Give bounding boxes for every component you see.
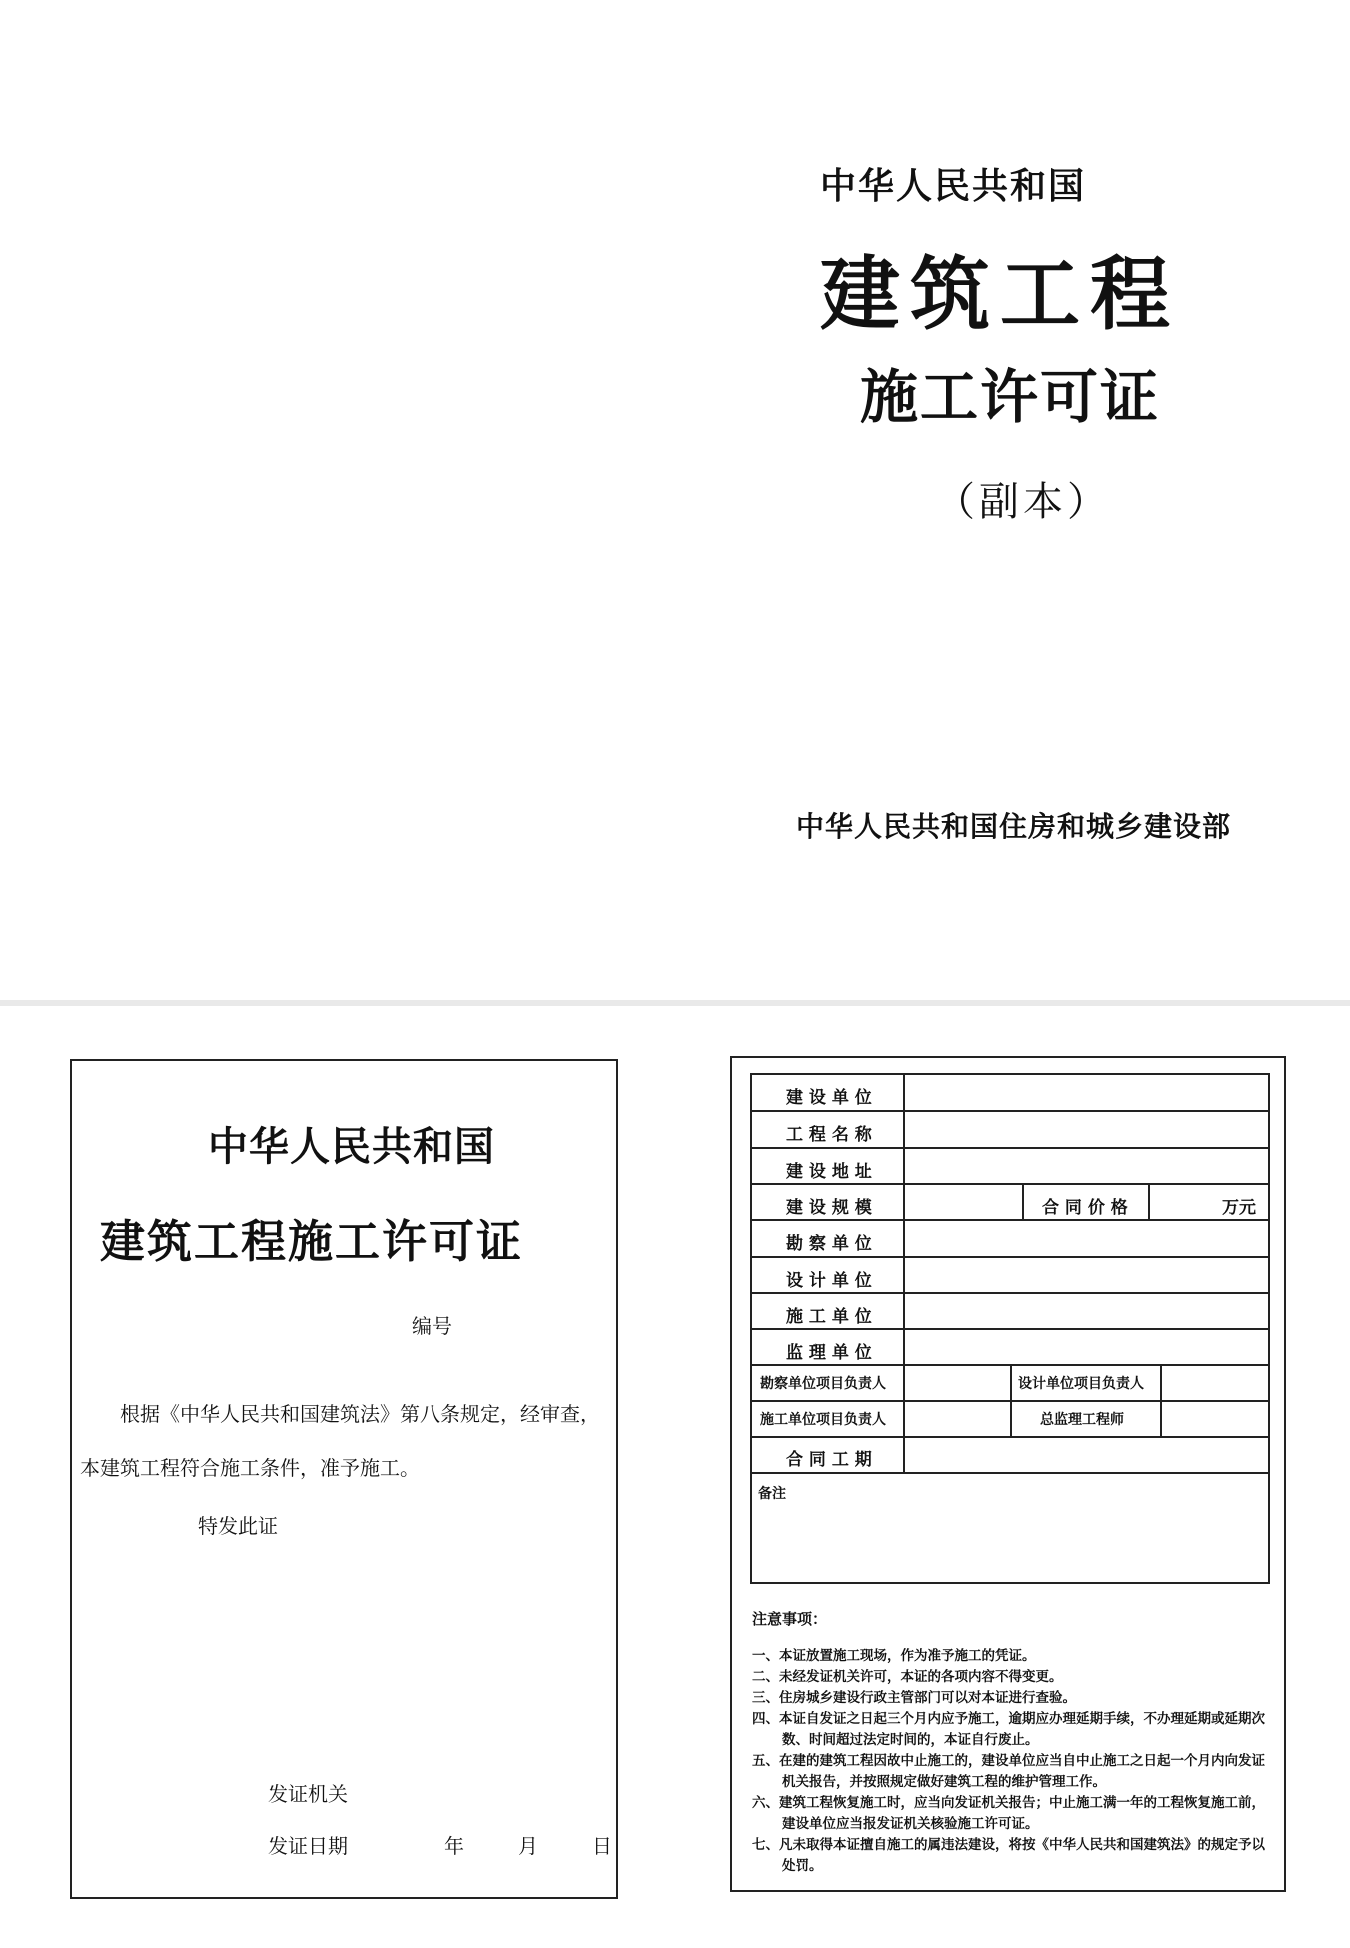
certificate-body-line1: 根据《中华人民共和国建筑法》第八条规定，经审查， [120,1402,600,1426]
certificate-country: 中华人民共和国 [208,1123,495,1170]
table-rule [750,1328,1268,1330]
certificate-title: 建筑工程施工许可证 [100,1215,524,1268]
label-survey-unit: 勘 察 单 位 [786,1234,872,1254]
certificate-number-label: 编号 [412,1314,452,1338]
table-rule [750,1582,1268,1584]
note-item: 四、本证自发证之日起三个月内应予施工，逾期应办理延期手续，不办理延期或延期次数、时间超过法定时间的，本证自行废止。 [752,1711,1265,1748]
issue-day-label: 日 [592,1834,612,1858]
issue-date-label: 发证日期 [268,1834,348,1858]
cover-copy-label: （副本） [935,479,1111,525]
table-rule [750,1110,1268,1112]
cover-country: 中华人民共和国 [820,165,1087,207]
note-item: 二、未经发证机关许可，本证的各项内容不得变更。 [752,1669,1063,1685]
table-rule [750,1292,1268,1294]
label-contract-price: 合 同 价 格 [1042,1198,1128,1218]
table-rule [903,1073,905,1472]
table-rule [750,1364,1268,1366]
label-design-manager: 设计单位项目负责人 [1018,1376,1144,1392]
cover-subtitle: 施工许可证 [860,363,1161,431]
note-item: 五、在建的建筑工程因故中止施工的，建设单位应当自中止施工之日起一个月内向发证机关报告，并按照规定做好建筑工程的维护管理工作。 [752,1753,1265,1790]
certificate-body-line2: 本建筑工程符合施工条件，准予施工。 [80,1456,420,1480]
table-rule [1010,1364,1012,1436]
issue-year-label: 年 [444,1834,464,1858]
notes-list [752,1646,1272,1877]
label-contractor-unit: 施 工 单 位 [786,1307,872,1327]
issue-month-label: 月 [518,1834,538,1858]
table-rule [750,1256,1268,1258]
label-remarks: 备注 [758,1486,786,1502]
table-rule [1160,1364,1162,1436]
page-divider [0,1000,1350,1006]
table-rule [750,1400,1268,1402]
cover-issuer: 中华人民共和国住房和城乡建设部 [796,810,1232,843]
notes-title: 注意事项： [752,1610,828,1628]
label-construction-unit: 建 设 单 位 [786,1088,872,1108]
note-item: 三、住房城乡建设行政主管部门可以对本证进行查验。 [752,1690,1076,1706]
table-rule [750,1219,1268,1221]
label-supervision-unit: 监 理 单 位 [786,1343,872,1363]
note-item: 六、建筑工程恢复施工时，应当向发证机关报告；中止施工满一年的工程恢复施工前，建设单位应当报发证机关核验施工许可证。 [752,1795,1265,1832]
label-contractor-manager: 施工单位项目负责人 [760,1412,886,1428]
table-rule [1148,1183,1150,1219]
certificate-special-issue: 特发此证 [198,1514,278,1538]
label-design-unit: 设 计 单 位 [786,1271,872,1291]
table-rule [750,1436,1268,1438]
label-chief-supervisor: 总监理工程师 [1040,1412,1124,1428]
note-item: 一、本证放置施工现场，作为准予施工的凭证。 [752,1648,1036,1664]
table-rule [1022,1183,1024,1219]
issuing-org-label: 发证机关 [268,1782,348,1806]
table-rule [750,1147,1268,1149]
price-unit: 万元 [1222,1198,1256,1218]
label-contract-period: 合 同 工 期 [786,1450,872,1470]
label-project-name: 工 程 名 称 [786,1125,872,1145]
table-rule [750,1183,1268,1185]
cover-title: 建筑工程 [820,247,1180,341]
table-rule [750,1073,1268,1075]
label-construction-address: 建 设 地 址 [786,1162,872,1182]
label-construction-scale: 建 设 规 模 [786,1198,872,1218]
table-rule [1268,1073,1270,1584]
table-rule [750,1472,1268,1474]
label-survey-manager: 勘察单位项目负责人 [760,1376,886,1392]
note-item: 七、凡未取得本证擅自施工的属违法建设，将按《中华人民共和国建筑法》的规定予以处罚。 [752,1837,1265,1874]
